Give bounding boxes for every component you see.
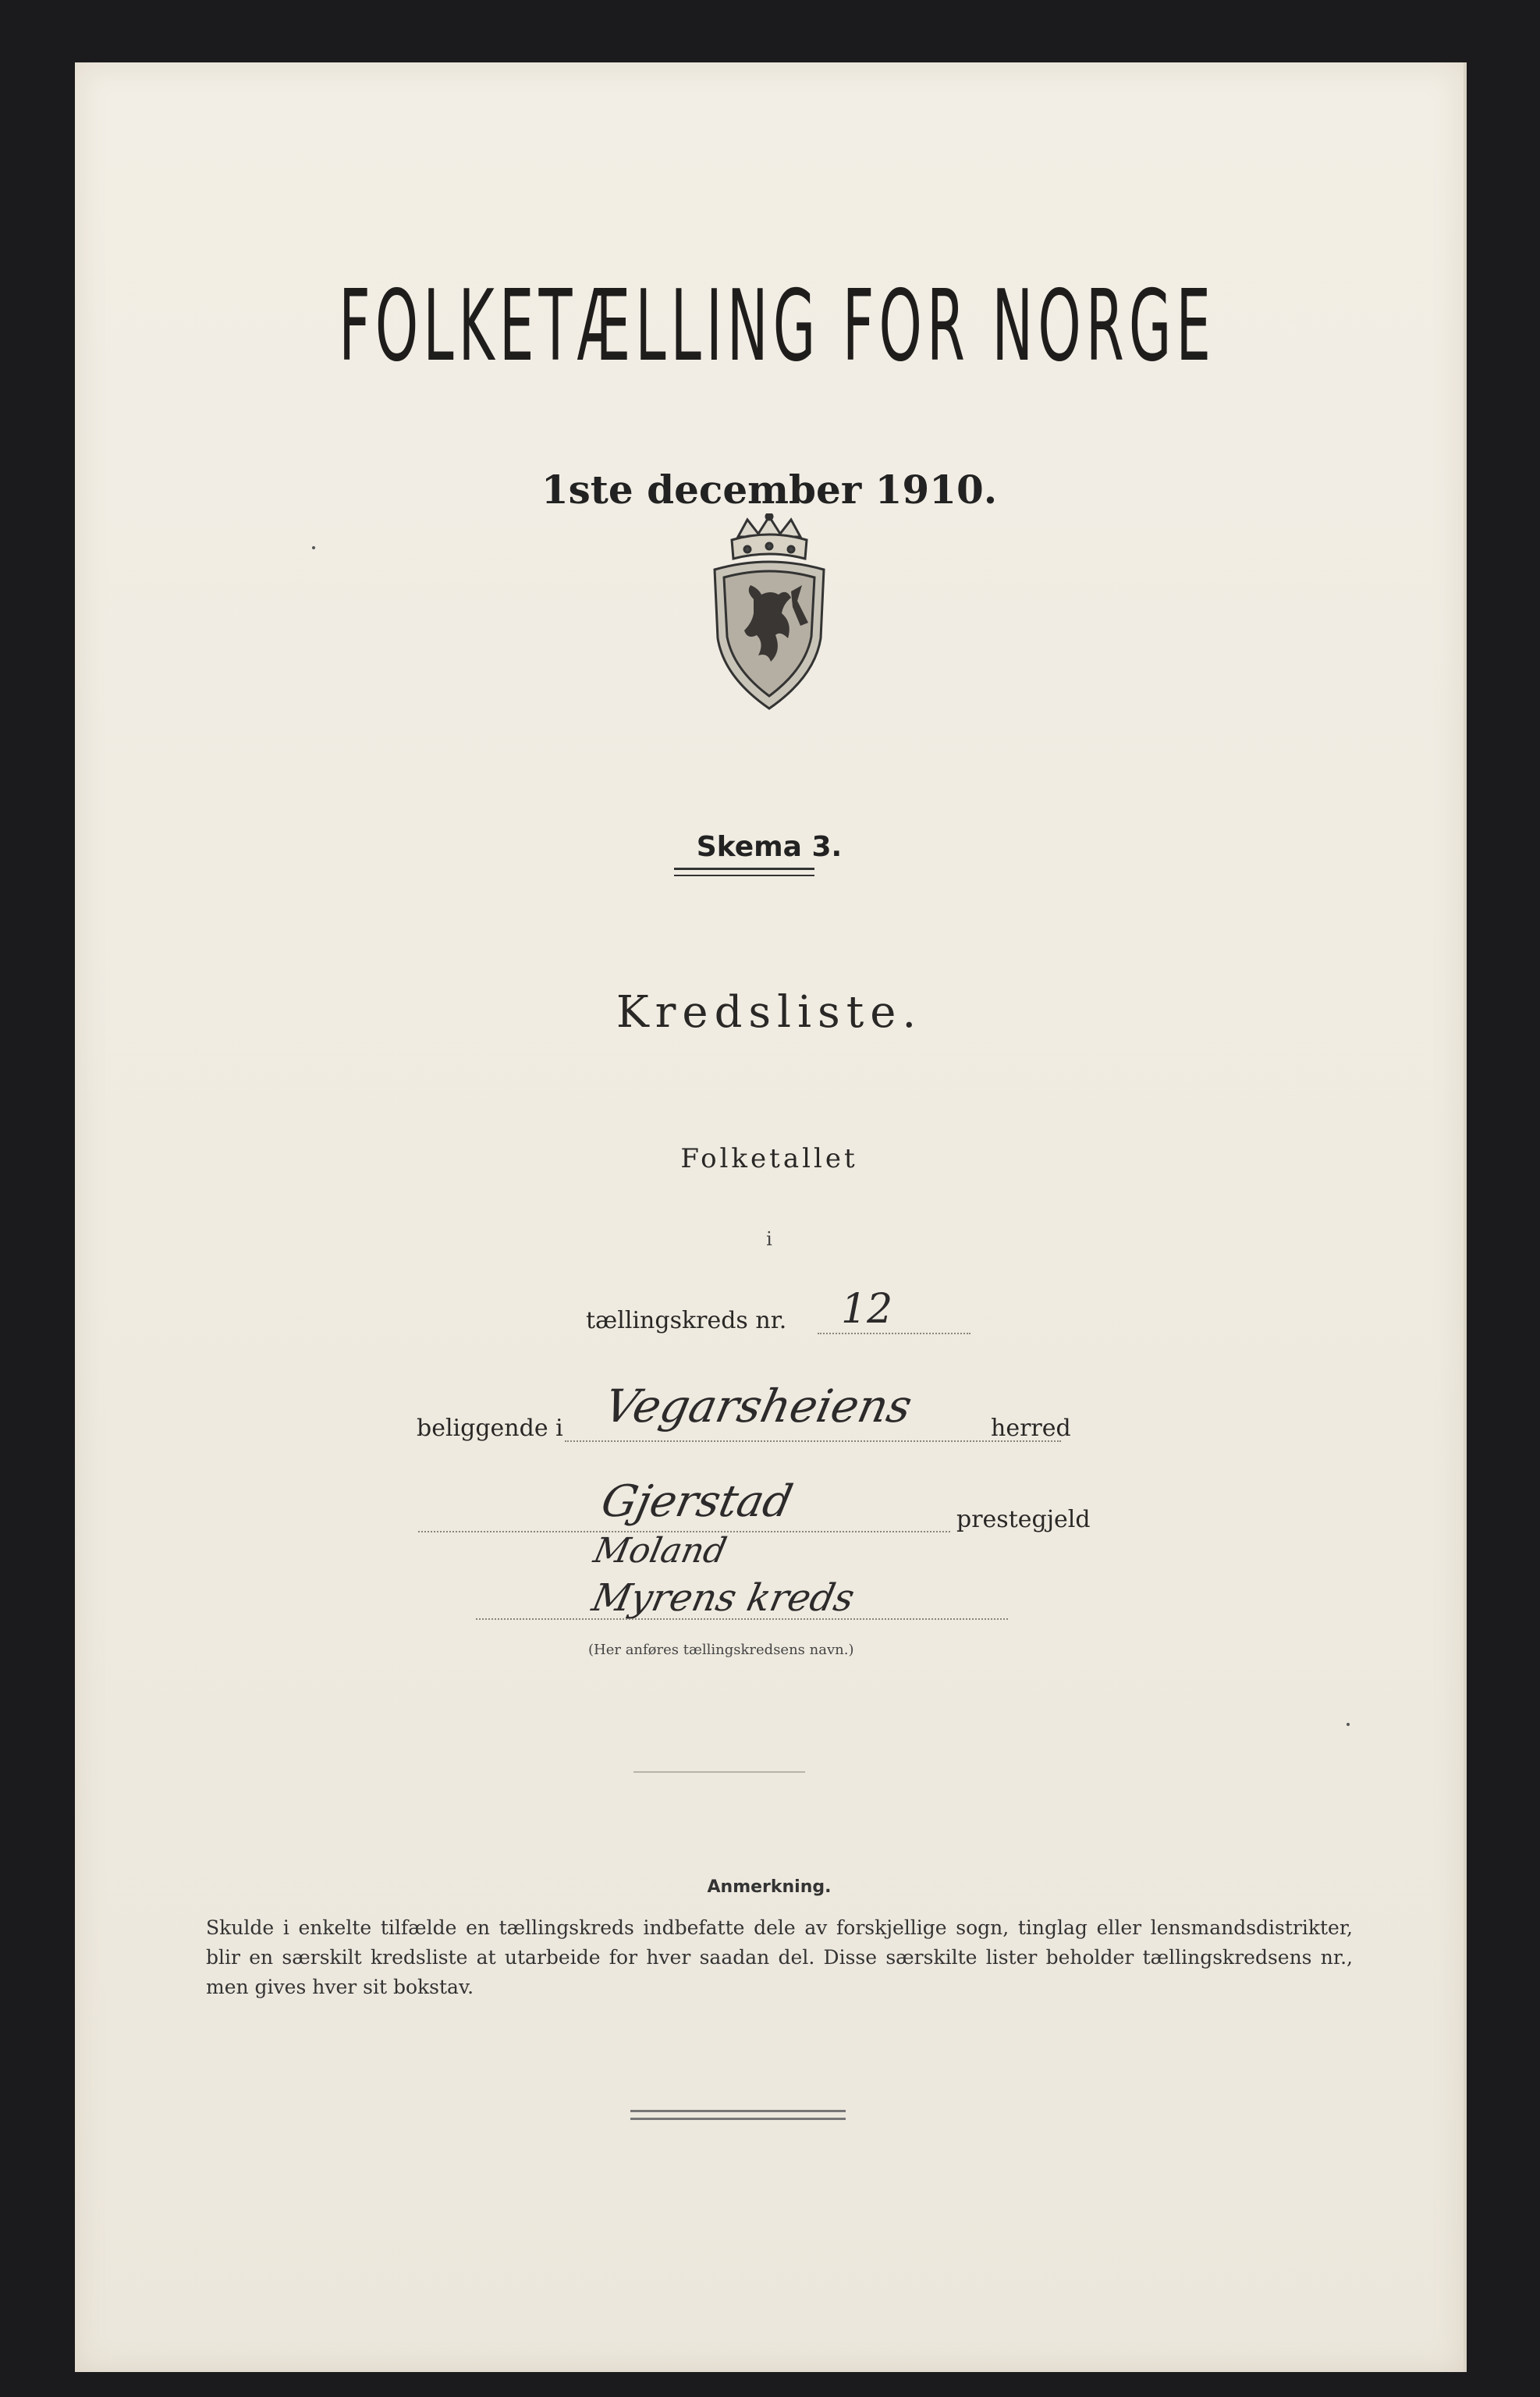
kreds-name-line1: Moland (590, 1531, 730, 1571)
subtitle: Folketallet (680, 1143, 858, 1174)
preposition: i (766, 1228, 772, 1250)
note-title: Anmerkning. (707, 1877, 832, 1897)
herred-label: herred (991, 1415, 1071, 1442)
end-rule (630, 2110, 846, 2112)
census-date: 1ste december 1910. (541, 467, 998, 513)
note-text: Skulde i enkelte tilfælde en tællingskreds indbefatte dele av forskjellige sogn, tinglag eller lensmandsdistrikter, blir en særskilt kredsliste at utarbeide for hver saadan del. Disse særskilte lister beholder tællingskredsens nr., men gives hver sit bokstav. (206, 1916, 1353, 1998)
end-rule-2 (630, 2118, 846, 2120)
paper-speck-2 (1347, 1723, 1350, 1726)
herred-line (565, 1440, 1061, 1442)
paper-speck (312, 546, 315, 549)
prestegjeld-label: prestegjeld (956, 1506, 1091, 1533)
schema-label: Skema 3. (696, 831, 843, 863)
schema-underline-2 (674, 875, 814, 876)
location-label: beliggende i (417, 1415, 563, 1442)
schema-underline (674, 868, 814, 870)
kreds-name-hint: (Her anføres tællingskredsens navn.) (588, 1642, 854, 1658)
kreds-number-line (818, 1333, 970, 1334)
kreds-number-label: tællingskreds nr. (586, 1307, 787, 1334)
kreds-number-value: 12 (841, 1286, 893, 1333)
kreds-name-line (476, 1618, 1008, 1620)
prestegjeld-value: Gjerstad (597, 1476, 797, 1527)
norway-coat-of-arms-icon (683, 513, 855, 716)
herred-value: Vegarsheiens (599, 1380, 917, 1433)
kreds-name-line2: Myrens kreds (588, 1576, 859, 1620)
section-divider (633, 1771, 805, 1773)
form-title: FOLKETÆLLING FOR NORGE (339, 268, 1216, 383)
census-form-page (75, 62, 1467, 2372)
form-type-heading: Kredsliste. (616, 987, 923, 1038)
